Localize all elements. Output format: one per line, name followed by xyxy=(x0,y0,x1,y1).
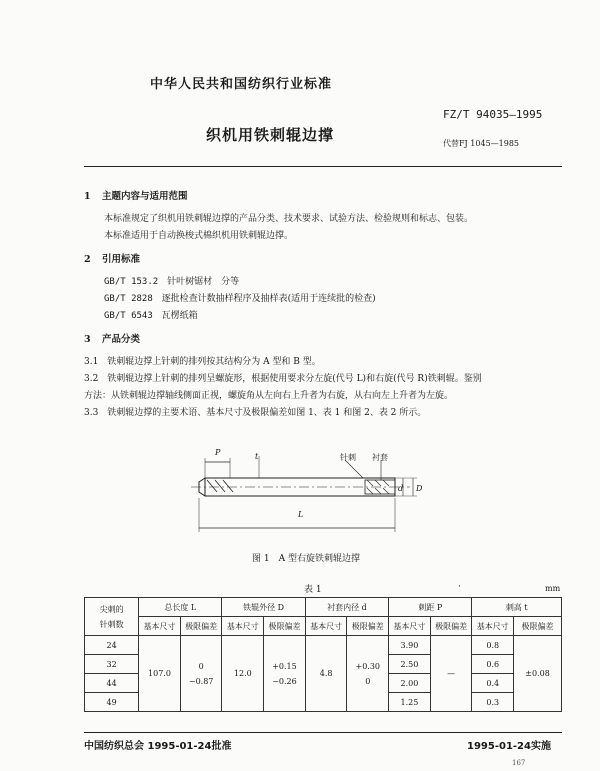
label-sleeve: 衬套 xyxy=(372,453,388,462)
figure-1-drawing xyxy=(185,440,425,540)
cell-height-basic: 0.4 xyxy=(472,674,514,693)
cell-needle-count: 44 xyxy=(85,674,139,693)
table-stray-dot: · xyxy=(458,582,461,592)
limit-lower: −0.87 xyxy=(188,676,214,686)
cell-length-limit xyxy=(180,636,222,712)
footer-rule xyxy=(84,732,562,733)
cell-height-basic: 0.6 xyxy=(472,655,514,674)
cell-needle-count: 24 xyxy=(85,636,139,655)
clause-number: 3.3 xyxy=(84,408,99,418)
clause-text: 铁刺辊边撑上针刺的排列呈螺旋形，根据使用要求分左旋(代号 L)和右旋(代号 R)铁刺辊。鉴别 xyxy=(107,374,482,384)
header-rule xyxy=(84,166,562,167)
reference-1 xyxy=(104,274,239,287)
subheader-basic: 基本尺寸 xyxy=(222,617,264,636)
table-header-roller-od: 铁辊外径 D xyxy=(222,598,305,617)
label-d: d xyxy=(398,484,404,493)
cell-pitch-basic: 2.00 xyxy=(389,674,431,693)
clause-text: 铁刺辊边撑的主要术语、基本尺寸及极限偏差如图 1、表 1 和图 2、表 2 所示。 xyxy=(107,408,427,418)
table-header-pitch: 刺距 P xyxy=(389,598,472,617)
cell-id-basic: 4.8 xyxy=(305,636,347,712)
section-number: 1 xyxy=(84,191,91,202)
replaces-note: 代替FJ 1045—1985 xyxy=(443,139,520,148)
section-1-line-2: 本标准适用于自动换梭式棉织机用铁刺辊边撑。 xyxy=(104,231,294,241)
table-1-title: 表 1 xyxy=(304,585,322,595)
implementation-note: 1995-01-24实施 xyxy=(467,741,551,752)
cell-pitch-limit: — xyxy=(430,636,472,712)
subheader-limit: 极限偏差 xyxy=(264,617,306,636)
cell-height-basic: 0.3 xyxy=(472,693,514,712)
table-subheader-row xyxy=(85,617,562,636)
limit-upper: +0.15 xyxy=(272,661,297,671)
section-number: 3 xyxy=(84,334,91,345)
section-1-heading xyxy=(84,188,187,202)
section-title: 主题内容与适用范围 xyxy=(101,191,188,202)
section-3-heading xyxy=(84,331,140,345)
cell-height-limit: ±0.08 xyxy=(514,636,562,712)
table-header-height: 刺高 t xyxy=(472,598,562,617)
figure-1-caption: 图 1 A 型右旋铁刺辊边撑 xyxy=(252,554,360,564)
reference-name: 针叶树锯材 分等 xyxy=(167,277,240,287)
subheader-basic: 基本尺寸 xyxy=(389,617,431,636)
reference-code: GB/T 153.2 xyxy=(104,277,159,287)
limit-upper: 0 xyxy=(198,661,204,671)
cell-needle-count: 32 xyxy=(85,655,139,674)
table-unit: mm xyxy=(545,584,561,593)
cell-id-limit xyxy=(347,636,389,712)
clause-3-2 xyxy=(84,371,482,384)
clause-3-2-continued: 方法：从铁刺辊边撑轴线侧面正视，螺旋角从左向右上升者为右旋，从右向左上升者为左旋。 xyxy=(84,391,454,401)
cell-needle-count: 49 xyxy=(85,693,139,712)
needle-hatching xyxy=(207,480,233,492)
table-header-length: 总长度 L xyxy=(139,598,222,617)
label-big-d: D xyxy=(416,484,423,493)
subheader-limit: 极限偏差 xyxy=(180,617,222,636)
label-needle: 针刺 xyxy=(340,453,356,462)
cell-length-basic: 107.0 xyxy=(139,636,181,712)
subheader-basic: 基本尺寸 xyxy=(139,617,181,636)
table-header-row xyxy=(85,598,562,617)
label-p: P xyxy=(215,448,221,457)
cell-pitch-basic: 3.90 xyxy=(389,636,431,655)
section-title: 产品分类 xyxy=(101,334,140,345)
label-t: t xyxy=(255,452,259,461)
subheader-limit: 极限偏差 xyxy=(347,617,389,636)
approval-note: 中国纺织总会 1995-01-24批准 xyxy=(84,741,232,752)
subheader-limit: 极限偏差 xyxy=(430,617,472,636)
cell-od-basic: 12.0 xyxy=(222,636,264,712)
subheader-basic: 基本尺寸 xyxy=(305,617,347,636)
section-title: 引用标准 xyxy=(101,254,140,265)
reference-3 xyxy=(104,308,198,321)
cell-pitch-basic: 1.25 xyxy=(389,693,431,712)
page-number: 167 xyxy=(512,759,526,767)
header-line: 针刺数 xyxy=(99,619,124,629)
spec-table xyxy=(84,597,562,712)
reference-name: 瓦楞纸箱 xyxy=(161,311,198,321)
clause-number: 3.2 xyxy=(84,374,99,384)
cell-height-basic: 0.8 xyxy=(472,636,514,655)
cell-pitch-basic: 2.50 xyxy=(389,655,431,674)
reference-code: GB/T 6543 xyxy=(104,311,153,321)
issuing-body: 中华人民共和国纺织行业标准 xyxy=(150,77,333,92)
section-number: 2 xyxy=(84,254,91,265)
table-header-needle-count xyxy=(85,598,139,636)
table-header-sleeve-id: 衬套内径 d xyxy=(305,598,388,617)
document-title: 织机用铁刺辊边撑 xyxy=(206,126,335,144)
cell-od-limit xyxy=(264,636,306,712)
section-2-heading xyxy=(84,251,140,265)
subheader-basic: 基本尺寸 xyxy=(472,617,514,636)
limit-lower: 0 xyxy=(365,676,371,686)
header-line: 尖刺的 xyxy=(99,604,124,614)
limit-upper: +0.30 xyxy=(355,661,381,671)
reference-2 xyxy=(104,291,376,304)
subheader-limit: 极限偏差 xyxy=(514,617,562,636)
reference-name: 逐批检查计数抽样程序及抽样表(适用于连续批的检查) xyxy=(161,294,376,304)
clause-3-1 xyxy=(84,354,321,367)
label-l: L xyxy=(298,510,304,519)
clause-number: 3.1 xyxy=(84,357,99,367)
reference-code: GB/T 2828 xyxy=(104,294,153,304)
limit-lower: −0.26 xyxy=(272,676,297,686)
table-row xyxy=(85,636,562,655)
clause-text: 铁刺辊边撑上针刺的排列按其结构分为 A 型和 B 型。 xyxy=(107,357,321,367)
standard-code: FZ/T 94035—1995 xyxy=(443,108,543,121)
clause-3-3 xyxy=(84,405,426,418)
section-1-line-1: 本标准规定了织机用铁刺辊边撑的产品分类、技术要求、试验方法、检验规则和标志、包装。 xyxy=(104,214,474,224)
